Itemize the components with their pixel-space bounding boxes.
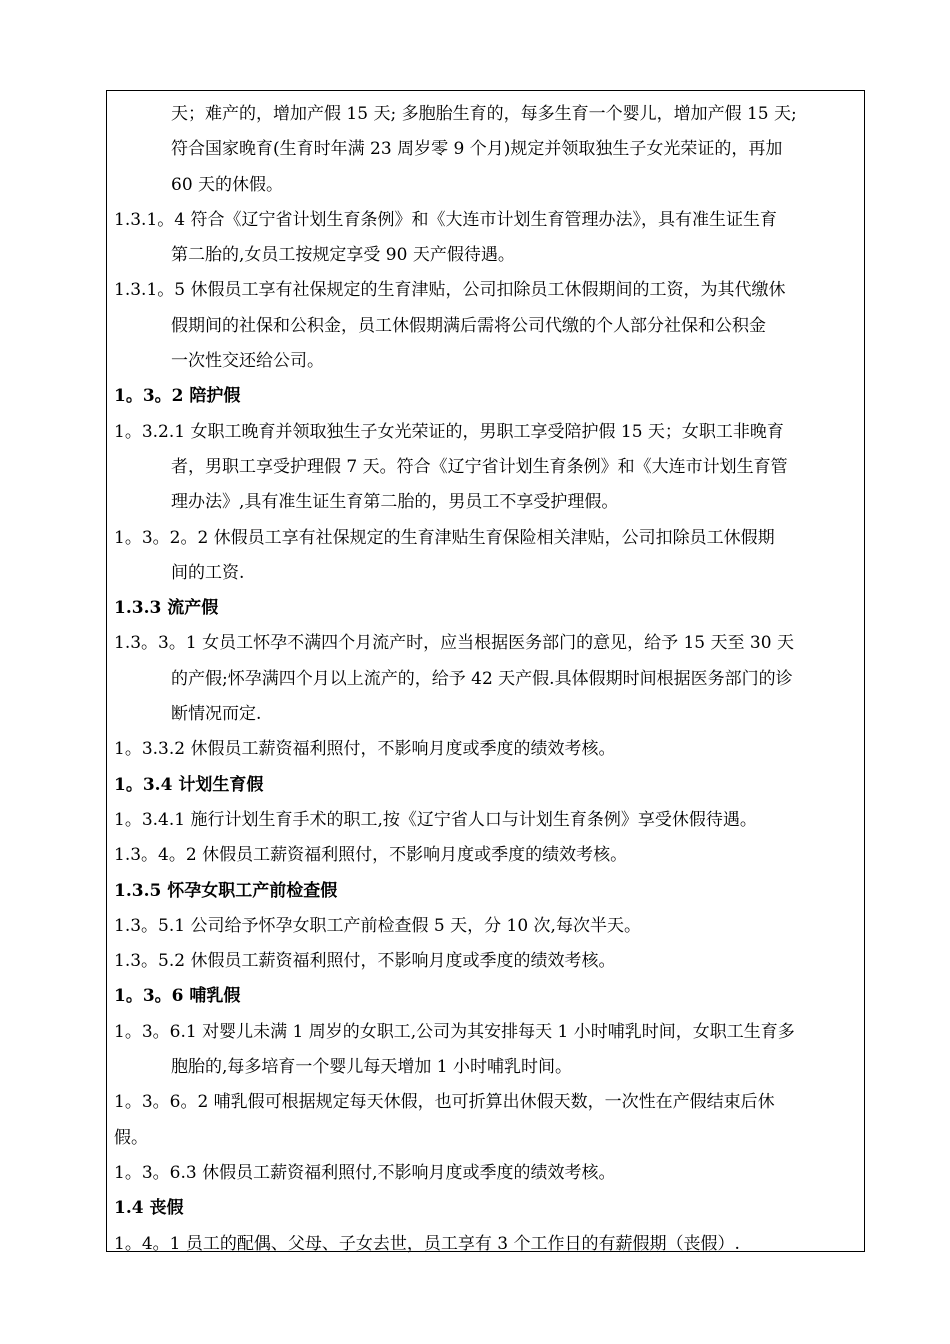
paragraph-line: 假。 — [114, 1127, 148, 1148]
section-heading: 1.4 丧假 — [114, 1198, 184, 1219]
paragraph-continuation-line: 符合国家晚育(生育时年满 23 周岁零 9 个月)规定并领取独生子女光荣证的，再加 — [171, 139, 783, 160]
paragraph-continuation-line: 假期间的社保和公积金，员工休假期满后需将公司代缴的个人部分社保和公积金 — [171, 315, 766, 336]
paragraph-line: 1.3.1。5 休假员工享有社保规定的生育津贴，公司扣除员工休假期间的工资，为其代缴休 — [114, 280, 786, 301]
paragraph-continuation-line: 者，男职工享受护理假 7 天。符合《辽宁省计划生育条例》和《大连市计划生育管 — [171, 456, 788, 477]
paragraph-continuation-line: 理办法》,具有准生证生育第二胎的，男员工不享受护理假。 — [171, 492, 619, 513]
section-heading: 1。3。2 陪护假 — [114, 386, 241, 407]
paragraph-line: 1。3.4.1 施行计划生育手术的职工,按《辽宁省人口与计划生育条例》享受休假待遇。 — [114, 809, 757, 830]
section-heading: 1.3.3 流产假 — [114, 598, 219, 619]
document-body — [114, 97, 859, 1262]
paragraph-line: 1。3。6.1 对婴儿未满 1 周岁的女职工,公司为其安排每天 1 小时哺乳时间，女职工生育多 — [114, 1021, 795, 1042]
paragraph-continuation-line: 一次性交还给公司。 — [171, 351, 324, 372]
section-heading: 1。3。6 哺乳假 — [114, 986, 241, 1007]
section-heading: 1.3.5 怀孕女职工产前检查假 — [114, 880, 338, 901]
paragraph-continuation-line: 间的工资. — [171, 562, 245, 583]
paragraph-line: 1.3.1。4 符合《辽宁省计划生育条例》和《大连市计划生育管理办法》，具有准生证生育 — [114, 209, 777, 230]
paragraph-line: 1.3。4。2 休假员工薪资福利照付，不影响月度或季度的绩效考核。 — [114, 845, 628, 866]
paragraph-line: 1.3。5.2 休假员工薪资福利照付，不影响月度或季度的绩效考核。 — [114, 951, 616, 972]
paragraph-line: 1.3。5.1 公司给予怀孕女职工产前检查假 5 天，分 10 次,每次半天。 — [114, 915, 641, 936]
paragraph-line: 1。3.2.1 女职工晚育并领取独生子女光荣证的，男职工享受陪护假 15 天；女职工非晚育 — [114, 421, 784, 442]
document-table-frame — [106, 90, 865, 1252]
paragraph-line: 1。3.3.2 休假员工薪资福利照付，不影响月度或季度的绩效考核。 — [114, 739, 616, 760]
paragraph-continuation-line: 的产假;怀孕满四个月以上流产的，给予 42 天产假.具体假期时间根据医务部门的诊 — [171, 668, 793, 689]
paragraph-continuation-line: 天；难产的，增加产假 15 天; 多胞胎生育的，每多生育一个婴儿，增加产假 15 天; — [171, 104, 797, 124]
paragraph-continuation-line: 胞胎的,每多培育一个婴儿每天增加 1 小时哺乳时间。 — [171, 1057, 573, 1078]
paragraph-continuation-line: 60 天的休假。 — [171, 174, 284, 195]
section-heading: 1。3.4 计划生育假 — [114, 774, 264, 795]
paragraph-line: 1。3。6。2 哺乳假可根据规定每天休假，也可折算出休假天数，一次性在产假结束后休 — [114, 1092, 775, 1113]
paragraph-line: 1.3。3。1 女员工怀孕不满四个月流产时，应当根据医务部门的意见，给予 15 天至 30 天 — [114, 633, 794, 654]
paragraph-line: 1。4。1 员工的配偶、父母、子女去世，员工享有 3 个工作日的有薪假期（丧假）. — [114, 1233, 740, 1254]
paragraph-line: 1。3。6.3 休假员工薪资福利照付,不影响月度或季度的绩效考核。 — [114, 1162, 616, 1183]
paragraph-continuation-line: 第二胎的,女员工按规定享受 90 天产假待遇。 — [171, 245, 515, 266]
paragraph-line: 1。3。2。2 休假员工享有社保规定的生育津贴生育保险相关津贴，公司扣除员工休假期 — [114, 527, 775, 548]
paragraph-continuation-line: 断情况而定. — [171, 704, 262, 725]
